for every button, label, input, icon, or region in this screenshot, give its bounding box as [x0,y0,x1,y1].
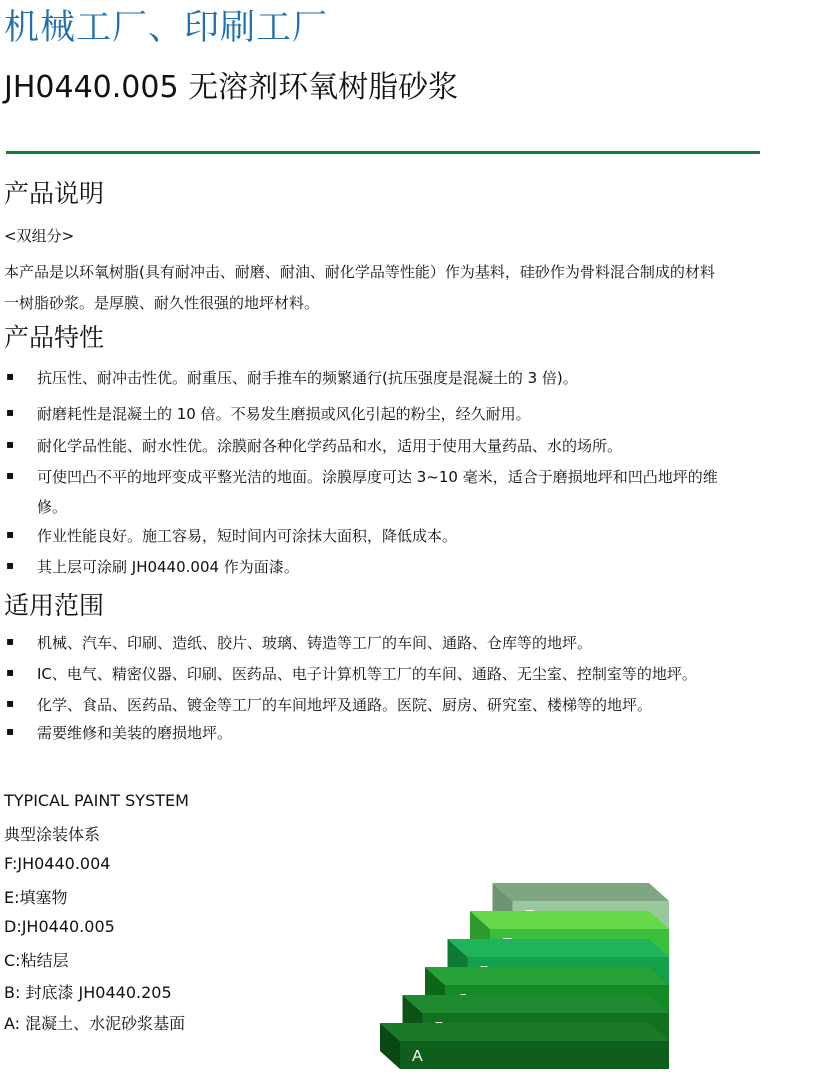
bullet-icon: ▪ [6,527,15,541]
scope-item: 机械、汽车、印刷、造纸、胶片、玻璃、铸造等工厂的车间、通路、仓库等的地坪。 [37,634,593,652]
feature-item: 其上层可涂刷 JH0440.004 作为面漆。 [37,558,299,576]
paint-system-title-en: TYPICAL PAINT SYSTEM [4,791,189,810]
step-top-d [448,939,670,957]
step-top-a [380,1023,669,1041]
feature-item-continuation: 修。 [37,498,68,516]
bullet-icon: ▪ [6,405,15,419]
paint-layer-e: E:填塞物 [4,888,68,907]
scope-item: 化学、食品、医药品、镀金等工厂的车间地坪及通路。医院、厨房、研究室、楼梯等的地坪。 [37,696,653,714]
step-top-b [403,995,670,1013]
section-heading-description: 产品说明 [4,179,105,208]
bullet-icon: ▪ [6,369,15,383]
bullet-icon: ▪ [6,437,15,451]
feature-item: 耐化学品性能、耐水性优。涂膜耐各种化学药品和水，适用于使用大量药品、水的场所。 [37,437,623,455]
components-note: <双组分> [4,227,75,245]
step-label-a: A [412,1048,423,1065]
page-title: 机械工厂、印刷工厂 [4,8,329,48]
paint-layer-d: D:JH0440.005 [4,917,115,936]
section-heading-features: 产品特性 [4,323,105,352]
bullet-icon: ▪ [6,665,15,679]
section-heading-scope: 适用范围 [4,591,105,620]
bullet-icon: ▪ [6,724,15,738]
step-top-f [493,883,670,901]
description-text-line-1: 本产品是以环氧树脂(具有耐冲击、耐磨、耐油、耐化学品等性能）作为基料，硅砂作为骨料混合制成的材料 [4,263,715,281]
product-name: JH0440.005 无溶剂环氧树脂砂浆 [4,70,459,105]
scope-item: IC、电气、精密仪器、印刷、医药品、电子计算机等工厂的车间、通路、无尘室、控制室等的地坪。 [37,665,697,683]
scope-item: 需要维修和美装的磨损地坪。 [37,724,233,742]
bullet-icon: ▪ [6,558,15,572]
bullet-icon: ▪ [6,468,15,482]
layer-staircase-diagram [380,876,675,1072]
feature-item: 可使凹凸不平的地坪变成平整光洁的地面。涂膜厚度可达 3~10 毫米，适合于磨损地坪和凹凸地坪的维 [37,468,718,486]
step-front-a [400,1041,669,1069]
step-top-e [470,911,669,929]
paint-system-title-cn: 典型涂装体系 [4,825,101,844]
feature-item: 耐磨耗性是混凝土的 10 倍。不易发生磨损或风化引起的粉尘，经久耐用。 [37,405,531,423]
bullet-icon: ▪ [6,696,15,710]
feature-item: 作业性能良好。施工容易，短时间内可涂抹大面积，降低成本。 [37,527,458,545]
feature-item: 抗压性、耐冲击性优。耐重压、耐手推车的频繁通行(抗压强度是混凝土的 3 倍)。 [37,369,578,387]
paint-layer-c: C:粘结层 [4,951,69,970]
bullet-icon: ▪ [6,634,15,648]
paint-layer-b: B: 封底漆 JH0440.205 [4,983,172,1002]
description-text-line-2: 一树脂砂浆。是厚膜、耐久性很强的地坪材料。 [4,294,320,312]
paint-layer-a: A: 混凝土、水泥砂浆基面 [4,1014,186,1033]
step-top-c [425,967,669,985]
divider-line [6,151,760,154]
paint-layer-f: F:JH0440.004 [4,854,111,873]
